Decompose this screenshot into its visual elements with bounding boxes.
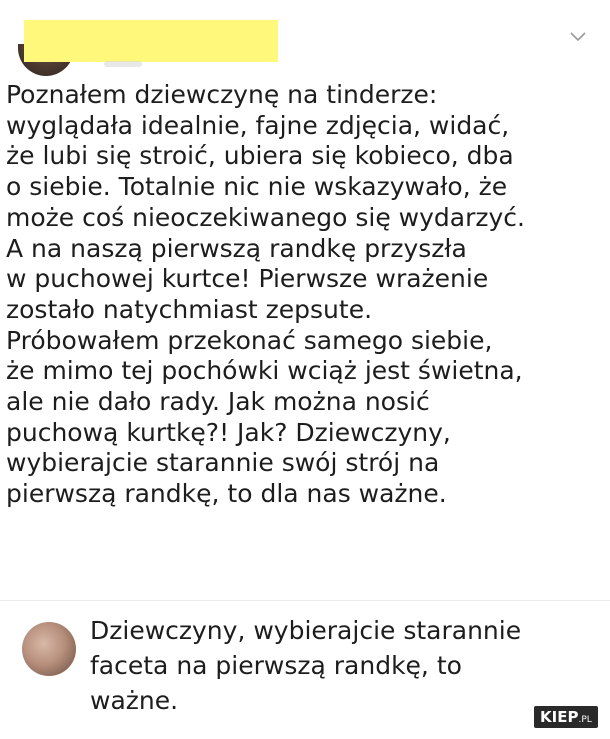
chevron-down-icon[interactable] [568,30,588,44]
author-name-blurred [104,61,142,67]
post-text: Poznałem dziewczynę na tinderze: wyglądała idealnie, fajne zdjęcia, widać, że lubi się stroić, ubiera się kobieco, dba o siebie. Totalnie nic nie wskazywało, że może coś nieoczekiwanego się wydarzyć. A na naszą pierwszą randkę przyszła w puchowej kurtce! Pierwsze wrażenie zostało natychmiast zepsute. Próbowałem przekonać samego siebie, że mimo tej pochówki wciąż jest świetna, ale nie dało rady. Jak można nosić puchową kurtkę?! Jak? Dziewczyny, wybierajcie starannie swój strój na pierwszą randkę, to dla nas ważne. [6,80,525,509]
reply-text: Dziewczyny, wybierajcie starannie faceta na pierwszą randkę, to ważne. [90,616,522,715]
post-header [0,0,610,80]
watermark-main: KIEP [540,708,579,726]
divider [0,600,610,601]
kiep-watermark-logo [534,706,598,728]
reply-avatar[interactable] [22,622,76,676]
watermark-suffix: .PL [578,715,592,725]
author-name-highlight [24,20,278,62]
